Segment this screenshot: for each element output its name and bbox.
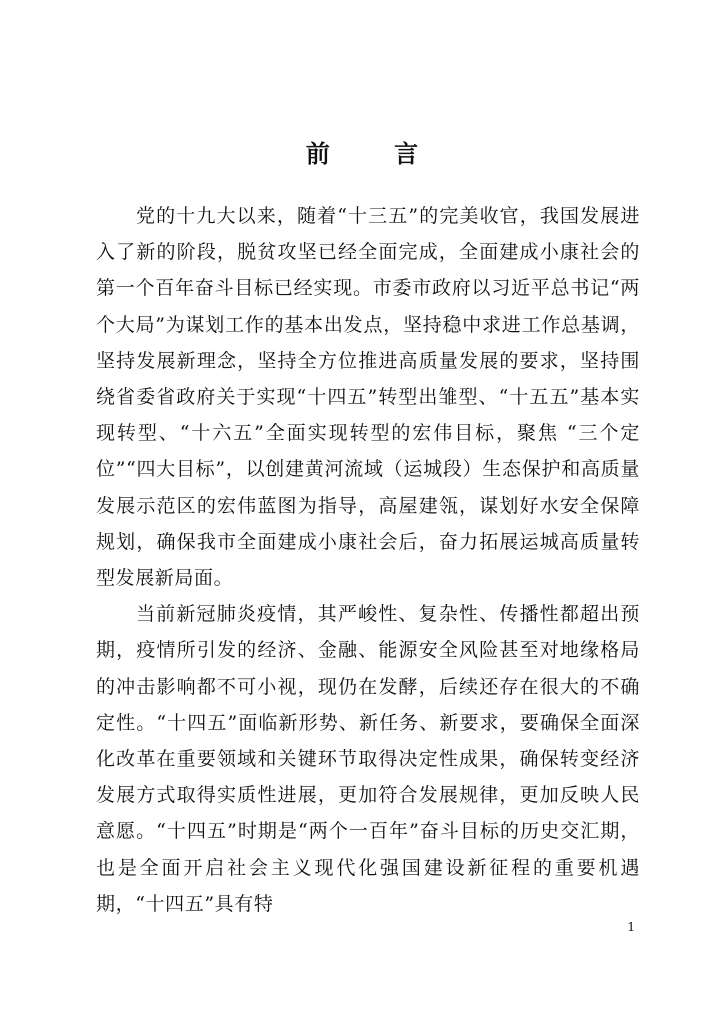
paragraph-1: 党的十九大以来，随着“十三五”的完美收官，我国发展进入了新的阶段，脱贫攻坚已经全面完成，全面建成小康社会的第一个百年奋斗目标已经实现。市委市政府以习近平总书记“两个大局”为谋划工作的基本出发点，坚持稳中求进工作总基调，坚持发展新理念，坚持全方位推进高质量发展的要求，坚持围绕省委省政府关于实现“十四五”转型出雏型、“十五五”基本实现转型、“十六五”全面实现转型的宏伟目标，聚焦 “三个定位”“四大目标”，以创建黄河流域（运城段）生态保护和高质量发展示范区的宏伟蓝图为指导，高屋建瓴，谋划好水安全保障规划，确保我市全面建成小康社会后，奋力拓展运城高质量转型发展新局面。 (96, 205, 640, 590)
paragraph-2: 当前新冠肺炎疫情，其严峻性、复杂性、传播性都超出预期，疫情所引发的经济、金融、能源安全风险甚至对地缘格局的冲击影响都不可小视，现仍在发酵，后续还存在很大的不确定性。“十四五”面临新形势、新任务、新要求，要确保全面深化改革在重要领域和关键环节取得决定性成果，确保转变经济发展方式取得实质性进展，更加符合发展规律，更加反映人民意愿。“十四五”时期是“两个一百年”奋斗目标的历史交汇期，也是全面开启社会主义现代化强国建设新征程的重要机遇期，“十四五”具有特 (96, 603, 640, 915)
page-number: 1 (627, 920, 635, 934)
body-text (96, 198, 640, 922)
page-title: 前 言 (305, 139, 447, 168)
